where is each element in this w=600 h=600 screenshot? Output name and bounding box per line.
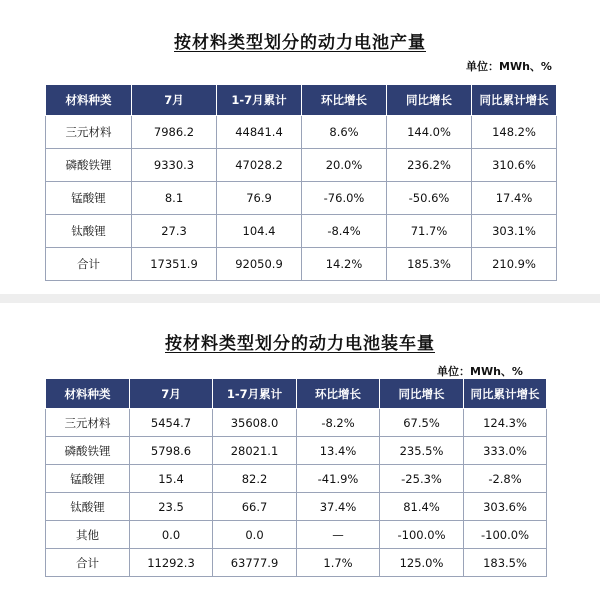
value-cell: -2.8% [464,465,547,493]
value-cell: 15.4 [130,465,213,493]
installation-table [45,378,547,577]
value-cell: 17351.9 [132,248,217,281]
production-unit-label: 单位：MWh、% [466,60,552,73]
value-cell: 81.4% [380,493,464,521]
value-cell: -76.0% [302,182,387,215]
value-cell: 8.1 [132,182,217,215]
column-header: 环比增长 [302,85,387,116]
production-table-title: 按材料类型划分的动力电池产量 [174,33,426,53]
material-cell: 合计 [46,549,130,577]
column-header: 1-7月累计 [217,85,302,116]
column-header: 7月 [130,379,213,409]
value-cell: 0.0 [130,521,213,549]
production-panel [0,0,600,294]
material-cell: 钛酸锂 [46,215,132,248]
value-cell: 13.4% [297,437,380,465]
value-cell: — [297,521,380,549]
table-header-row [46,85,557,116]
material-cell: 钛酸锂 [46,493,130,521]
table-row [46,493,547,521]
value-cell: 333.0% [464,437,547,465]
value-cell: 20.0% [302,149,387,182]
material-cell: 其他 [46,521,130,549]
value-cell: -8.2% [297,409,380,437]
column-header: 1-7月累计 [213,379,297,409]
value-cell: 125.0% [380,549,464,577]
value-cell: 303.6% [464,493,547,521]
material-cell: 合计 [46,248,132,281]
table-row [46,149,557,182]
value-cell: 310.6% [472,149,557,182]
value-cell: 9330.3 [132,149,217,182]
value-cell: 104.4 [217,215,302,248]
column-header: 7月 [132,85,217,116]
material-cell: 三元材料 [46,409,130,437]
column-header: 材料种类 [46,379,130,409]
value-cell: -8.4% [302,215,387,248]
column-header: 同比增长 [387,85,472,116]
value-cell: -100.0% [464,521,547,549]
installation-table-title: 按材料类型划分的动力电池装车量 [165,334,435,354]
installation-unit-label: 单位：MWh、% [437,365,523,378]
value-cell: 1.7% [297,549,380,577]
value-cell: 71.7% [387,215,472,248]
value-cell: 35608.0 [213,409,297,437]
material-cell: 锰酸锂 [46,182,132,215]
value-cell: 76.9 [217,182,302,215]
material-cell: 锰酸锂 [46,465,130,493]
material-cell: 三元材料 [46,116,132,149]
value-cell: 47028.2 [217,149,302,182]
value-cell: 236.2% [387,149,472,182]
value-cell: 210.9% [472,248,557,281]
column-header: 材料种类 [46,85,132,116]
value-cell: 67.5% [380,409,464,437]
table-row [46,215,557,248]
table-row [46,521,547,549]
value-cell: 185.3% [387,248,472,281]
value-cell: 124.3% [464,409,547,437]
table-row [46,182,557,215]
value-cell: 44841.4 [217,116,302,149]
value-cell: 27.3 [132,215,217,248]
value-cell: 5798.6 [130,437,213,465]
value-cell: 23.5 [130,493,213,521]
value-cell: 28021.1 [213,437,297,465]
value-cell: -41.9% [297,465,380,493]
value-cell: 303.1% [472,215,557,248]
value-cell: -50.6% [387,182,472,215]
value-cell: 183.5% [464,549,547,577]
value-cell: 82.2 [213,465,297,493]
column-header: 同比增长 [380,379,464,409]
value-cell: 144.0% [387,116,472,149]
value-cell: 17.4% [472,182,557,215]
column-header: 环比增长 [297,379,380,409]
value-cell: 63777.9 [213,549,297,577]
value-cell: -25.3% [380,465,464,493]
column-header: 同比累计增长 [464,379,547,409]
column-header: 同比累计增长 [472,85,557,116]
value-cell: 5454.7 [130,409,213,437]
material-cell: 磷酸铁锂 [46,437,130,465]
value-cell: 8.6% [302,116,387,149]
table-row [46,409,547,437]
value-cell: 0.0 [213,521,297,549]
value-cell: 14.2% [302,248,387,281]
material-cell: 磷酸铁锂 [46,149,132,182]
production-table [45,84,557,281]
value-cell: 148.2% [472,116,557,149]
table-row [46,465,547,493]
value-cell: -100.0% [380,521,464,549]
value-cell: 37.4% [297,493,380,521]
table-header-row [46,379,547,409]
value-cell: 66.7 [213,493,297,521]
value-cell: 235.5% [380,437,464,465]
value-cell: 92050.9 [217,248,302,281]
table-row [46,549,547,577]
table-row [46,437,547,465]
table-row [46,116,557,149]
table-row [46,248,557,281]
value-cell: 11292.3 [130,549,213,577]
value-cell: 7986.2 [132,116,217,149]
installation-panel [0,303,600,600]
